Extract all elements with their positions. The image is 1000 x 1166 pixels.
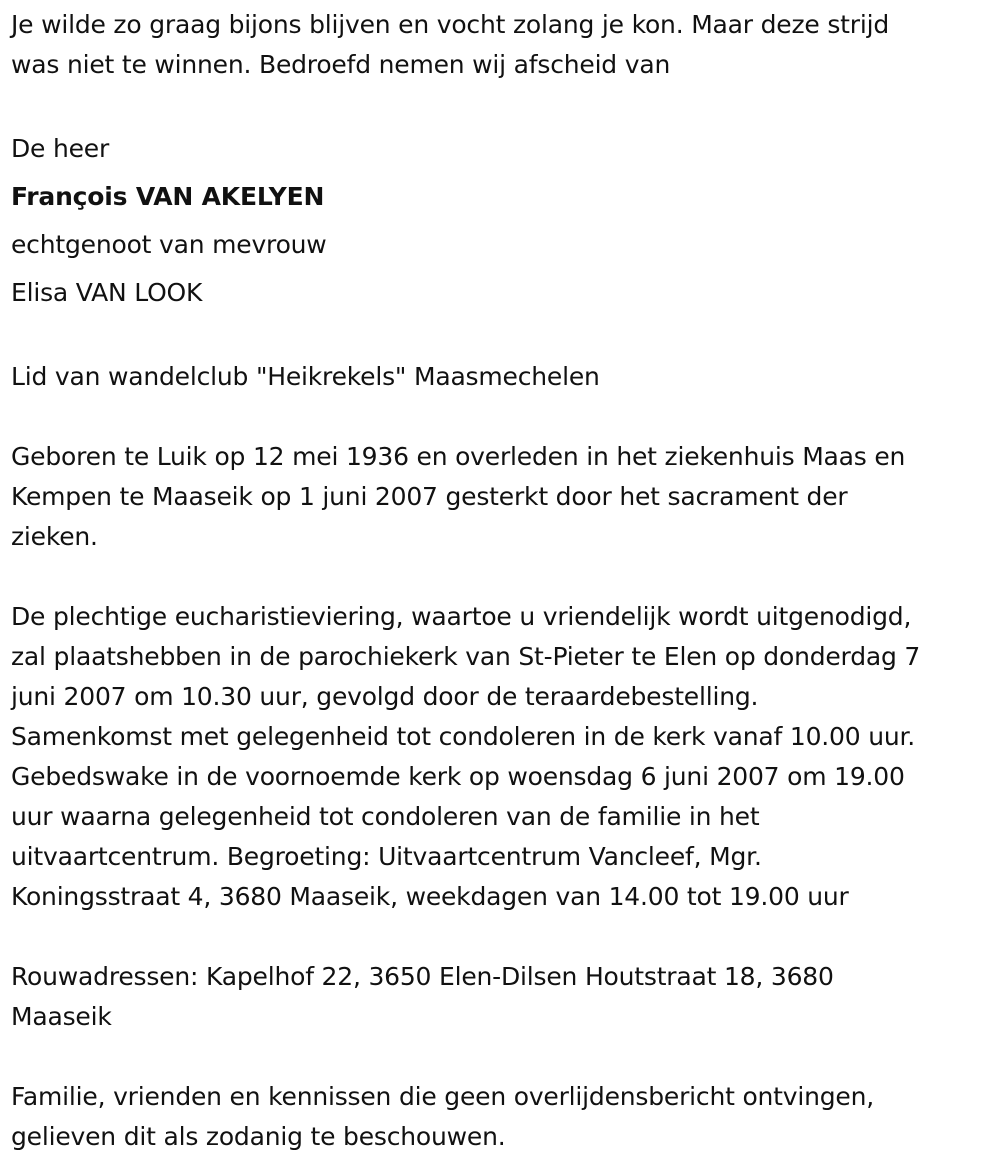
spacer <box>11 1037 996 1077</box>
spacer <box>11 917 996 957</box>
membership-text: Lid van wandelclub "Heikrekels" Maasmechelen <box>11 362 600 391</box>
spacer <box>11 397 996 437</box>
obituary-notice <box>11 5 996 1157</box>
birth-death-text: Geboren te Luik op 12 mei 1936 en overleden in het ziekenhuis Maas en Kempen te Maaseik op 1 juni 2007 gesterkt door het sacrament der zieken. <box>11 442 906 551</box>
deceased-relation: echtgenoot van mevrouw <box>11 230 327 259</box>
deceased-block <box>11 125 996 317</box>
closing-text: Familie, vrienden en kennissen die geen overlijdensbericht ontvingen, gelieven dit als zodanig te beschouwen. <box>11 1082 875 1151</box>
deceased-name: François VAN AKELYEN <box>11 182 325 211</box>
addresses-text: Rouwadressen: Kapelhof 22, 3650 Elen-Dilsen Houtstraat 18, 3680 Maaseik <box>11 962 834 1031</box>
spacer <box>11 85 996 125</box>
deceased-title: De heer <box>11 134 110 163</box>
spacer <box>11 557 996 597</box>
spouse-name: Elisa VAN LOOK <box>11 278 203 307</box>
spacer <box>11 317 996 357</box>
opening-text: Je wilde zo graag bijons blijven en vocht zolang je kon. Maar deze strijd was niet te winnen. Bedroefd nemen wij afscheid van <box>11 10 889 79</box>
ceremony-text: De plechtige eucharistieviering, waartoe u vriendelijk wordt uitgenodigd, zal plaatshebben in de parochiekerk van St-Pieter te Elen op donderdag 7 juni 2007 om 10.30 uur, gevolgd door de teraardebestelling. Samenkomst met gelegenheid tot condoleren in de kerk vanaf 10.00 uur. Gebedswake in de voornoemde kerk op woensdag 6 juni 2007 om 19.00 uur waarna gelegenheid tot condoleren van de familie in het uitvaartcentrum. Begroeting: Uitvaartcentrum Vancleef, Mgr. Koningsstraat 4, 3680 Maaseik, weekdagen van 14.00 tot 19.00 uur <box>11 602 921 911</box>
